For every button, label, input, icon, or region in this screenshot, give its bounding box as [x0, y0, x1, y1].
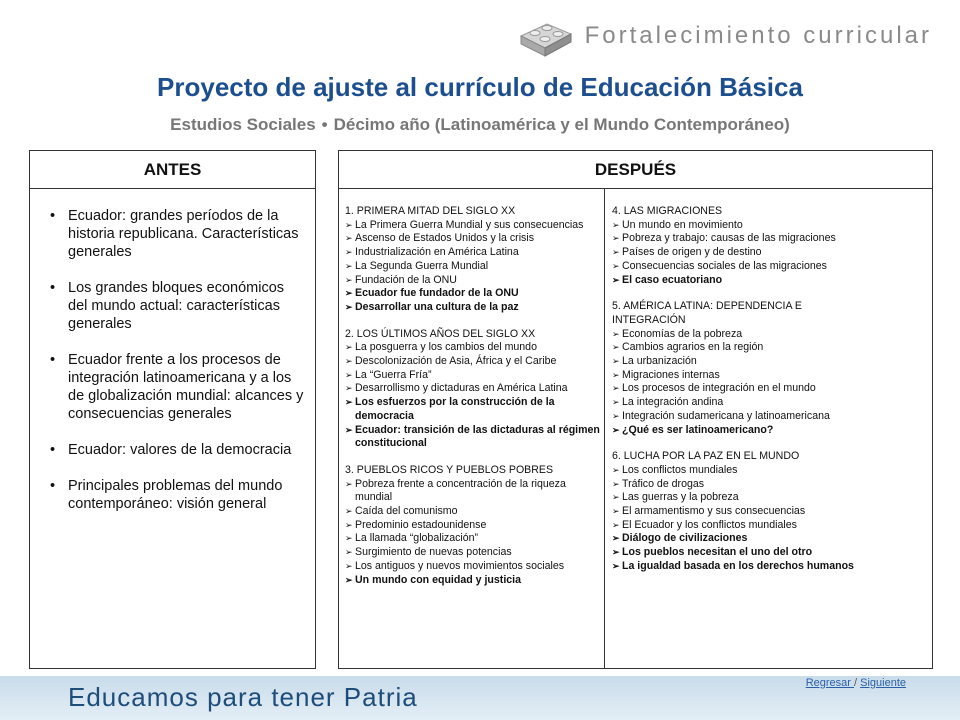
- list-item: ➢ Fundación de la ONU: [345, 274, 600, 288]
- list-item: ➢ La igualdad basada en los derechos humanos: [612, 560, 874, 574]
- page-title: Proyecto de ajuste al currículo de Educación Básica: [157, 72, 803, 102]
- section-title: 5. AMÉRICA LATINA: DEPENDENCIA E INTEGRACIÓN: [612, 300, 802, 326]
- list-item: ➢ Surgimiento de nuevas potencias: [345, 546, 600, 560]
- despues-section: [345, 328, 600, 451]
- list-item: ➢ Un mundo con equidad y justicia: [345, 574, 600, 588]
- list-item: • Los grandes bloques económicos del mundo actual: características generales: [50, 279, 305, 333]
- list-item: ➢ La urbanización: [612, 355, 874, 369]
- list-item: ➢ La llamada “globalización”: [345, 532, 600, 546]
- despues-heading: DESPUÉS: [339, 151, 932, 189]
- section-title: 6. LUCHA POR LA PAZ EN EL MUNDO: [612, 450, 800, 463]
- despues-section: [345, 205, 600, 315]
- list-item: ➢ Diálogo de civilizaciones: [612, 532, 874, 546]
- list-item: ➢ La integración andina: [612, 396, 874, 410]
- despues-section: [612, 205, 874, 287]
- list-item: ➢ Predominio estadounidense: [345, 519, 600, 533]
- list-item: • Principales problemas del mundo contemporáneo: visión general: [50, 477, 305, 513]
- list-item: ➢ Las guerras y la pobreza: [612, 491, 874, 505]
- list-item: ➢ La Segunda Guerra Mundial: [345, 260, 600, 274]
- list-item: ➢ El caso ecuatoriano: [612, 274, 874, 288]
- list-item: ➢ Pobreza frente a concentración de la riqueza mundial: [345, 478, 600, 505]
- page-subtitle: [0, 115, 960, 135]
- section-title: 1. PRIMERA MITAD DEL SIGLO XX: [345, 205, 516, 217]
- list-item: ➢ Ecuador: transición de las dictaduras al régimen constitucional: [345, 424, 600, 451]
- column-divider: [604, 189, 605, 668]
- brand-title: Fortalecimiento curricular: [584, 22, 932, 49]
- section-title: 3. PUEBLOS RICOS Y PUEBLOS POBRES: [345, 463, 554, 476]
- list-item: ➢ Industrialización en América Latina: [345, 246, 600, 260]
- list-item: ➢ Los conflictos mundiales: [612, 464, 874, 478]
- list-item: ➢ ¿Qué es ser latinoamericano?: [612, 424, 874, 438]
- list-item: • Ecuador: grandes períodos de la historia republicana. Características generales: [50, 207, 305, 261]
- list-item: • Ecuador frente a los procesos de integración latinoamericana y a los de globalización mundial: alcances y consecuencias generales: [50, 351, 305, 423]
- list-item: ➢ Economías de la pobreza: [612, 328, 874, 342]
- despues-column-right: [612, 205, 874, 587]
- subtitle-separator: •: [321, 115, 328, 134]
- despues-column-left: [345, 205, 600, 600]
- brand-header: [517, 14, 932, 58]
- despues-section: [612, 450, 874, 573]
- subject-label: Estudios Sociales: [170, 115, 316, 134]
- despues-section: [345, 464, 600, 587]
- list-item: ➢ La posguerra y los cambios del mundo: [345, 341, 600, 355]
- link-separator: /: [854, 677, 858, 689]
- list-item: ➢ Los procesos de integración en el mundo: [612, 382, 874, 396]
- list-item: ➢ Los esfuerzos por la construcción de la democracia: [345, 396, 600, 423]
- despues-columns: [339, 189, 932, 668]
- section-title: 4. LAS MIGRACIONES: [612, 205, 723, 217]
- list-item: ➢ Cambios agrarios en la región: [612, 341, 874, 355]
- antes-list: [30, 189, 315, 513]
- back-link[interactable]: Regresar: [805, 677, 854, 689]
- list-item: ➢ Los antiguos y nuevos movimientos sociales: [345, 560, 600, 574]
- list-item: • Ecuador: valores de la democracia: [50, 441, 305, 459]
- list-item: ➢ Tráfico de drogas: [612, 478, 874, 492]
- antes-heading: ANTES: [30, 151, 315, 189]
- antes-panel: [29, 150, 316, 669]
- list-item: ➢ El armamentismo y sus consecuencias: [612, 505, 874, 519]
- list-item: ➢ Integración sudamericana y latinoamericana: [612, 410, 874, 424]
- list-item: ➢ Desarrollismo y dictaduras en América Latina: [345, 382, 600, 396]
- list-item: ➢ Descolonización de Asia, África y el Caribe: [345, 355, 600, 369]
- next-link[interactable]: Siguiente: [860, 677, 906, 689]
- list-item: ➢ Ecuador fue fundador de la ONU: [345, 287, 600, 301]
- list-item: ➢ Ascenso de Estados Unidos y la crisis: [345, 232, 600, 246]
- lego-brick-icon: [517, 14, 575, 58]
- list-item: ➢ Caída del comunismo: [345, 505, 600, 519]
- list-item: ➢ La Primera Guerra Mundial y sus consecuencias: [345, 219, 600, 233]
- list-item: ➢ El Ecuador y los conflictos mundiales: [612, 519, 874, 533]
- section-title: 2. LOS ÚLTIMOS AÑOS DEL SIGLO XX: [345, 327, 536, 340]
- nav-links: [806, 677, 906, 689]
- list-item: ➢ La “Guerra Fría”: [345, 369, 600, 383]
- list-item: ➢ Desarrollar una cultura de la paz: [345, 301, 600, 315]
- grade-label: Décimo año (Latinoamérica y el Mundo Contemporáneo): [333, 115, 790, 134]
- list-item: ➢ Países de origen y de destino: [612, 246, 874, 260]
- list-item: ➢ Migraciones internas: [612, 369, 874, 383]
- footer-slogan: Educamos para tener Patria: [68, 682, 418, 712]
- despues-panel: [338, 150, 933, 669]
- list-item: ➢ Consecuencias sociales de las migraciones: [612, 260, 874, 274]
- despues-section: [612, 300, 874, 437]
- list-item: ➢ Los pueblos necesitan el uno del otro: [612, 546, 874, 560]
- list-item: ➢ Un mundo en movimiento: [612, 219, 874, 233]
- list-item: ➢ Pobreza y trabajo: causas de las migraciones: [612, 232, 874, 246]
